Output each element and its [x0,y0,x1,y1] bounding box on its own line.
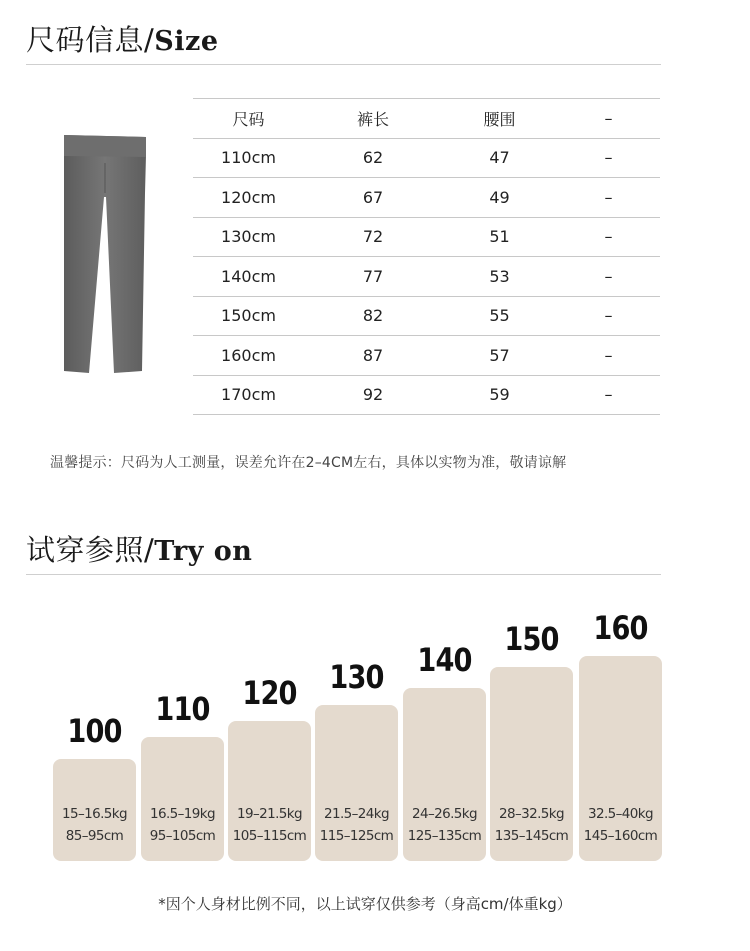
cell-extra: – [557,257,660,297]
cell-size: 140cm [193,257,304,297]
table-row [193,336,660,376]
cell-size: 170cm [193,375,304,415]
cell-waist: 59 [442,375,557,415]
cell-waist: 47 [442,138,557,178]
header-size: 尺码 [193,99,304,139]
cell-length: 82 [304,296,442,336]
header-waist: 腰围 [442,99,557,139]
header-length: 裤长 [304,99,442,139]
tryon-size-label: 150 [504,620,559,658]
tryon-size-label: 130 [329,658,384,696]
tryon-height-range: 105–115cm [232,828,307,844]
cell-length: 62 [304,138,442,178]
cell-extra: – [557,336,660,376]
tryon-height-range: 125–135cm [407,828,482,844]
cell-waist: 53 [442,257,557,297]
size-title-en: Size [154,26,219,57]
tryon-weight-range: 24–26.5kg [412,806,477,822]
cell-extra: – [557,375,660,415]
tryon-size-label: 140 [417,641,472,679]
table-row [193,296,660,336]
tryon-size-label: 120 [242,674,297,712]
cell-extra: – [557,138,660,178]
size-table [193,98,660,415]
cell-size: 110cm [193,138,304,178]
table-row [193,217,660,257]
tryon-weight-range: 15–16.5kg [62,806,127,822]
size-table-header [193,99,660,139]
tryon-weight-range: 21.5–24kg [324,806,389,822]
tryon-weight-range: 16.5–19kg [150,806,215,822]
cell-extra: – [557,217,660,257]
cell-waist: 49 [442,178,557,218]
tryon-weight-range: 32.5–40kg [588,806,653,822]
tryon-height-range: 95–105cm [149,828,216,844]
table-row [193,178,660,218]
measurement-note: 温馨提示：尺码为人工测量，误差允许在2–4CM左右，具体以实物为准，敬请谅解 [50,455,567,471]
cell-size: 150cm [193,296,304,336]
table-row [193,375,660,415]
cell-waist: 57 [442,336,557,376]
tryon-title-en: Try on [154,536,253,567]
cell-size: 160cm [193,336,304,376]
tryon-weight-range: 19–21.5kg [237,806,302,822]
size-section-title [26,18,219,59]
tryon-size-label: 110 [155,690,210,728]
cell-waist: 55 [442,296,557,336]
tryon-weight-range: 28–32.5kg [499,806,564,822]
cell-length: 72 [304,217,442,257]
tryon-height-range: 115–125cm [319,828,394,844]
table-row [193,138,660,178]
cell-extra: – [557,178,660,218]
cell-waist: 51 [442,217,557,257]
cell-length: 87 [304,336,442,376]
size-title-divider [26,64,661,65]
tryon-title-divider [26,574,661,575]
header-extra: – [557,99,660,139]
cell-extra: – [557,296,660,336]
cell-length: 92 [304,375,442,415]
tryon-height-range: 135–145cm [494,828,569,844]
cell-length: 67 [304,178,442,218]
tryon-height-range: 145–160cm [583,828,658,844]
gray-leggings-icon [62,133,148,377]
tryon-height-range: 85–95cm [65,828,124,844]
footnote: *因个人身材比例不同，以上试穿仅供参考（身高cm/体重kg） [158,895,572,913]
size-title-cn: 尺码信息/ [26,23,155,57]
cell-length: 77 [304,257,442,297]
tryon-size-label: 160 [593,609,648,647]
tryon-title-cn: 试穿参照/ [26,533,155,567]
tryon-size-label: 100 [67,712,122,750]
table-row [193,257,660,297]
cell-size: 130cm [193,217,304,257]
tryon-section-title [26,528,252,569]
cell-size: 120cm [193,178,304,218]
